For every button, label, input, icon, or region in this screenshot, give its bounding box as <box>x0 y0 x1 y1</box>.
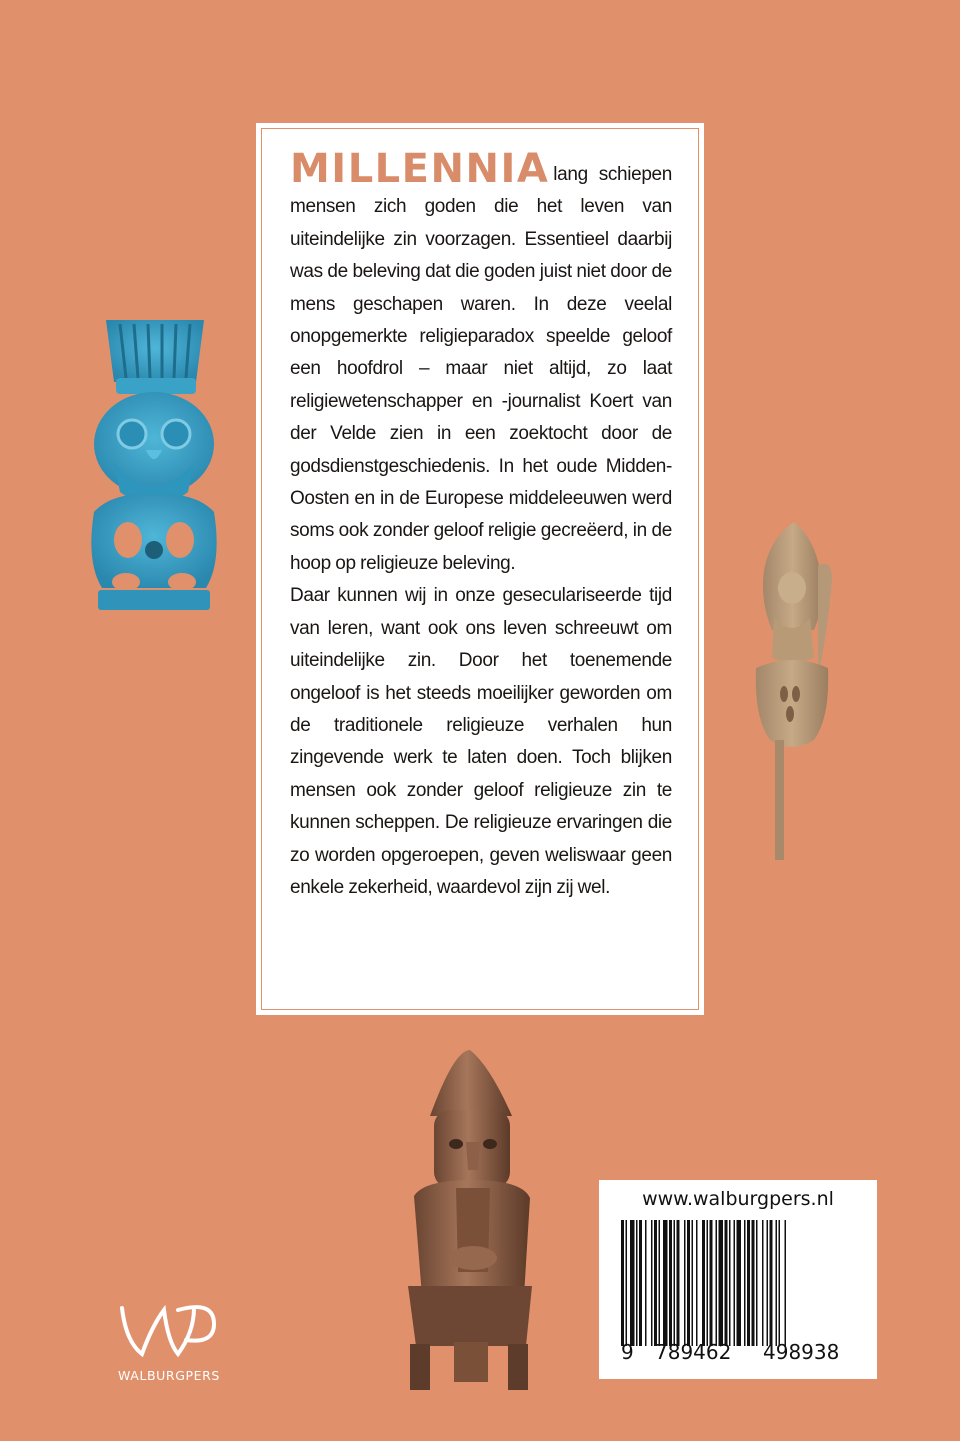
blurb-text <box>290 146 672 904</box>
isbn-prefix-digit: 9 <box>621 1340 634 1364</box>
bes-amulet-image <box>76 312 232 618</box>
logo-wordmark: WALBURGPERS <box>118 1368 220 1383</box>
publisher-logo <box>108 1296 230 1386</box>
bronze-figure-image <box>394 1046 544 1392</box>
isbn-barcode <box>619 1220 857 1346</box>
isbn-left-group: 789462 <box>655 1340 732 1364</box>
clay-figurine-image <box>748 518 838 864</box>
barcode-panel <box>599 1180 877 1379</box>
wp-monogram-icon <box>108 1296 230 1366</box>
blurb-panel <box>256 123 704 1015</box>
publisher-url: www.walburgpers.nl <box>642 1188 834 1210</box>
blurb-paragraph-2: Daar kunnen wij in onze geseculariseerde tijd van leren, want ook ons leven schreeuwt om uiteindelijke zin. Door het toenemende ongeloof is het steeds moeilijker geworden om de traditionele religieuze verhalen hun zingevende werk te laten doen. Toch blijken mensen ook zonder geloof religieuze zin te kunnen scheppen. De religieuze ervaringen die zo worden opgeroepen, geven weliswaar geen enkele zekerheid, waardevol zijn zij wel. <box>290 585 672 898</box>
blurb-paragraph-1-text: lang schiepen mensen zich goden die het leven van uiteindelijke zin voorzagen. Essentieel daarbij was de beleving dat die goden juist niet door de mens geschapen waren. In deze veelal onopgemerkte religieparadox speelde geloof een hoofdrol – maar niet altijd, zo laat religiewetenschapper en -journalist Koert van der Velde zien in een zoektocht door de godsdienstgeschiedenis. In het oude Midden-Oosten en in de Europese middeleeuwen werd soms ook zonder geloof religie gecreëerd, in de hoop op religieuze beleving. <box>290 164 672 574</box>
isbn-right-group: 498938 <box>763 1340 840 1364</box>
lead-word: MILLENNIA <box>290 146 550 192</box>
blurb-paragraph-1 <box>290 146 672 580</box>
